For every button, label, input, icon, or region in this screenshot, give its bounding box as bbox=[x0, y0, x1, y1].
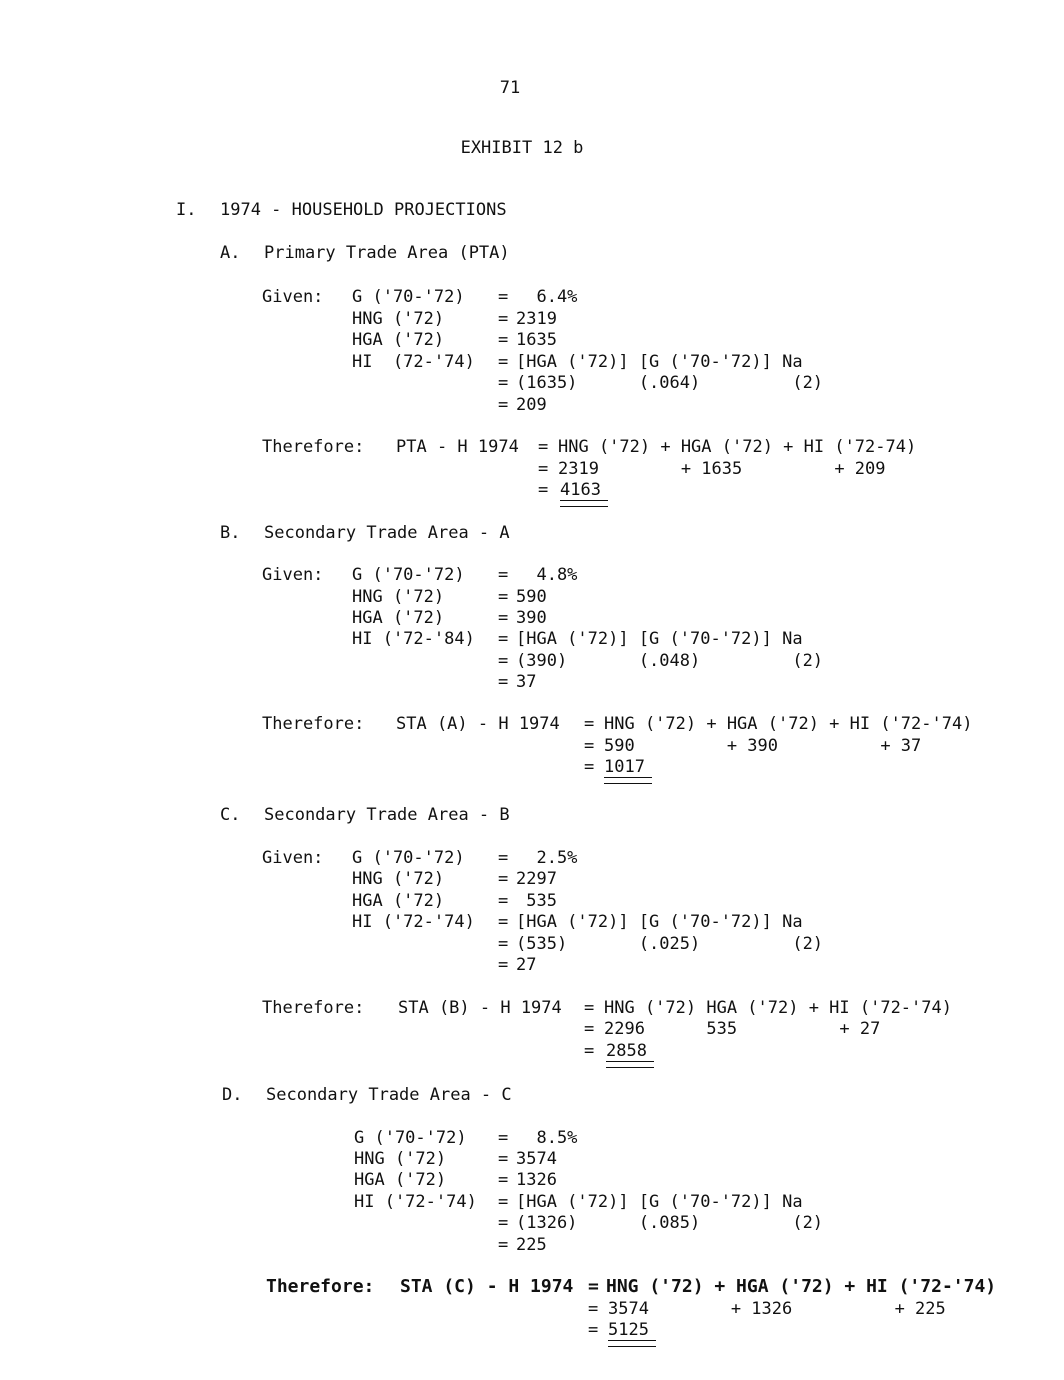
therefore-value: 590 + 390 + 37 bbox=[604, 736, 922, 756]
given-row-label: HNG ('72) bbox=[354, 1149, 447, 1169]
therefore-value: HNG ('72) + HGA ('72) + HI ('72-74) bbox=[558, 437, 917, 457]
given-row-op: = bbox=[498, 1170, 509, 1190]
given-row-label: HI ('72-'74) bbox=[354, 1192, 477, 1212]
given-row-op: = bbox=[498, 891, 509, 911]
given-row-value: (535) (.025) (2) bbox=[516, 934, 824, 954]
part-numeral: I. bbox=[176, 200, 197, 220]
given-row-op: = bbox=[498, 672, 509, 692]
given-row-value: 8.5% bbox=[516, 1128, 578, 1148]
given-row-value: 27 bbox=[516, 955, 537, 975]
double-underline bbox=[560, 500, 608, 507]
total-value: 1017 bbox=[604, 757, 645, 777]
therefore-value: HNG ('72) HGA ('72) + HI ('72-'74) bbox=[604, 998, 952, 1018]
given-row-value: 4.8% bbox=[516, 565, 578, 585]
total-op: = bbox=[584, 757, 595, 777]
given-row-value: 2.5% bbox=[516, 848, 578, 868]
given-row-label: HGA ('72) bbox=[354, 1170, 447, 1190]
given-row-op: = bbox=[498, 1213, 509, 1233]
therefore-op: = bbox=[584, 714, 595, 734]
given-row-op: = bbox=[498, 1235, 509, 1255]
total-op: = bbox=[538, 480, 549, 500]
section-letter: C. bbox=[220, 805, 241, 825]
exhibit-title: EXHIBIT 12 b bbox=[460, 138, 584, 158]
therefore-label: Therefore: bbox=[262, 998, 365, 1018]
given-row-value: (1635) (.064) (2) bbox=[516, 373, 824, 393]
given-row-label: HI ('72-'84) bbox=[352, 629, 475, 649]
given-row-value: [HGA ('72)] [G ('70-'72)] Na bbox=[516, 629, 803, 649]
therefore-expression: STA (B) - H 1974 bbox=[398, 998, 562, 1018]
therefore-op: = bbox=[588, 1276, 599, 1297]
given-row-value: [HGA ('72)] [G ('70-'72)] Na bbox=[516, 912, 803, 932]
page-number: 71 bbox=[499, 78, 521, 98]
given-row-label: G ('70-'72) bbox=[352, 287, 465, 307]
given-row-label: HGA ('72) bbox=[352, 891, 445, 911]
therefore-label: Therefore: bbox=[262, 437, 365, 457]
therefore-value: HNG ('72) + HGA ('72) + HI ('72-'74) bbox=[606, 1276, 997, 1297]
therefore-value: HNG ('72) + HGA ('72) + HI ('72-'74) bbox=[604, 714, 973, 734]
given-row-value: 1326 bbox=[516, 1170, 557, 1190]
given-row-op: = bbox=[498, 1149, 509, 1169]
given-row-value: 590 bbox=[516, 587, 547, 607]
section-heading: Primary Trade Area (PTA) bbox=[264, 243, 510, 263]
therefore-value: 2296 535 + 27 bbox=[604, 1019, 881, 1039]
given-label: Given: bbox=[262, 848, 324, 868]
section-heading: Secondary Trade Area - B bbox=[264, 805, 510, 825]
given-row-op: = bbox=[498, 629, 509, 649]
section-letter: D. bbox=[222, 1085, 243, 1105]
given-row-label: HI ('72-'74) bbox=[352, 912, 475, 932]
given-row-label: HGA ('72) bbox=[352, 608, 445, 628]
given-row-op: = bbox=[498, 1192, 509, 1212]
double-underline bbox=[608, 1340, 656, 1347]
total-op: = bbox=[584, 1041, 595, 1061]
therefore-op: = bbox=[588, 1299, 599, 1319]
part-title: 1974 - HOUSEHOLD PROJECTIONS bbox=[220, 200, 507, 220]
given-row-value: 2297 bbox=[516, 869, 557, 889]
given-row-op: = bbox=[498, 848, 509, 868]
given-row-op: = bbox=[498, 587, 509, 607]
given-row-op: = bbox=[498, 309, 509, 329]
given-row-op: = bbox=[498, 373, 509, 393]
therefore-label: Therefore: bbox=[266, 1276, 375, 1297]
given-label: Given: bbox=[262, 565, 324, 585]
given-row-op: = bbox=[498, 395, 509, 415]
therefore-op: = bbox=[584, 736, 595, 756]
given-row-op: = bbox=[498, 651, 509, 671]
given-row-label: HI (72-'74) bbox=[352, 352, 475, 372]
given-row-op: = bbox=[498, 912, 509, 932]
total-op: = bbox=[588, 1320, 599, 1340]
section-heading: Secondary Trade Area - A bbox=[264, 523, 510, 543]
therefore-value: 2319 + 1635 + 209 bbox=[558, 459, 886, 479]
therefore-op: = bbox=[538, 437, 549, 457]
therefore-label: Therefore: bbox=[262, 714, 365, 734]
given-row-value: 3574 bbox=[516, 1149, 557, 1169]
given-label: Given: bbox=[262, 287, 324, 307]
given-row-value: 535 bbox=[516, 891, 557, 911]
total-value: 5125 bbox=[608, 1320, 649, 1340]
given-row-op: = bbox=[498, 934, 509, 954]
given-row-label: HNG ('72) bbox=[352, 869, 445, 889]
therefore-expression: PTA - H 1974 bbox=[396, 437, 519, 457]
therefore-value: 3574 + 1326 + 225 bbox=[608, 1299, 946, 1319]
given-row-value: 1635 bbox=[516, 330, 557, 350]
total-value: 2858 bbox=[606, 1041, 647, 1061]
given-row-label: G ('70-'72) bbox=[352, 848, 465, 868]
given-row-value: (390) (.048) (2) bbox=[516, 651, 824, 671]
given-row-op: = bbox=[498, 287, 509, 307]
given-row-label: HNG ('72) bbox=[352, 587, 445, 607]
given-row-op: = bbox=[498, 608, 509, 628]
given-row-value: 2319 bbox=[516, 309, 557, 329]
therefore-op: = bbox=[584, 1019, 595, 1039]
given-row-value: 37 bbox=[516, 672, 537, 692]
given-row-label: HNG ('72) bbox=[352, 309, 445, 329]
given-row-op: = bbox=[498, 330, 509, 350]
given-row-value: (1326) (.085) (2) bbox=[516, 1213, 824, 1233]
double-underline bbox=[604, 777, 652, 784]
given-row-op: = bbox=[498, 565, 509, 585]
section-letter: B. bbox=[220, 523, 241, 543]
given-row-label: G ('70-'72) bbox=[352, 565, 465, 585]
given-row-value: [HGA ('72)] [G ('70-'72)] Na bbox=[516, 352, 803, 372]
therefore-expression: STA (C) - H 1974 bbox=[400, 1276, 574, 1297]
section-heading: Secondary Trade Area - C bbox=[266, 1085, 512, 1105]
therefore-expression: STA (A) - H 1974 bbox=[396, 714, 560, 734]
given-row-value: [HGA ('72)] [G ('70-'72)] Na bbox=[516, 1192, 803, 1212]
given-row-op: = bbox=[498, 869, 509, 889]
given-row-value: 209 bbox=[516, 395, 547, 415]
given-row-label: HGA ('72) bbox=[352, 330, 445, 350]
section-letter: A. bbox=[220, 243, 241, 263]
given-row-op: = bbox=[498, 352, 509, 372]
total-value: 4163 bbox=[560, 480, 601, 500]
given-row-value: 6.4% bbox=[516, 287, 578, 307]
given-row-value: 225 bbox=[516, 1235, 547, 1255]
double-underline bbox=[606, 1061, 654, 1068]
given-row-op: = bbox=[498, 1128, 509, 1148]
therefore-op: = bbox=[584, 998, 595, 1018]
given-row-label: G ('70-'72) bbox=[354, 1128, 467, 1148]
given-row-op: = bbox=[498, 955, 509, 975]
therefore-op: = bbox=[538, 459, 549, 479]
given-row-value: 390 bbox=[516, 608, 547, 628]
